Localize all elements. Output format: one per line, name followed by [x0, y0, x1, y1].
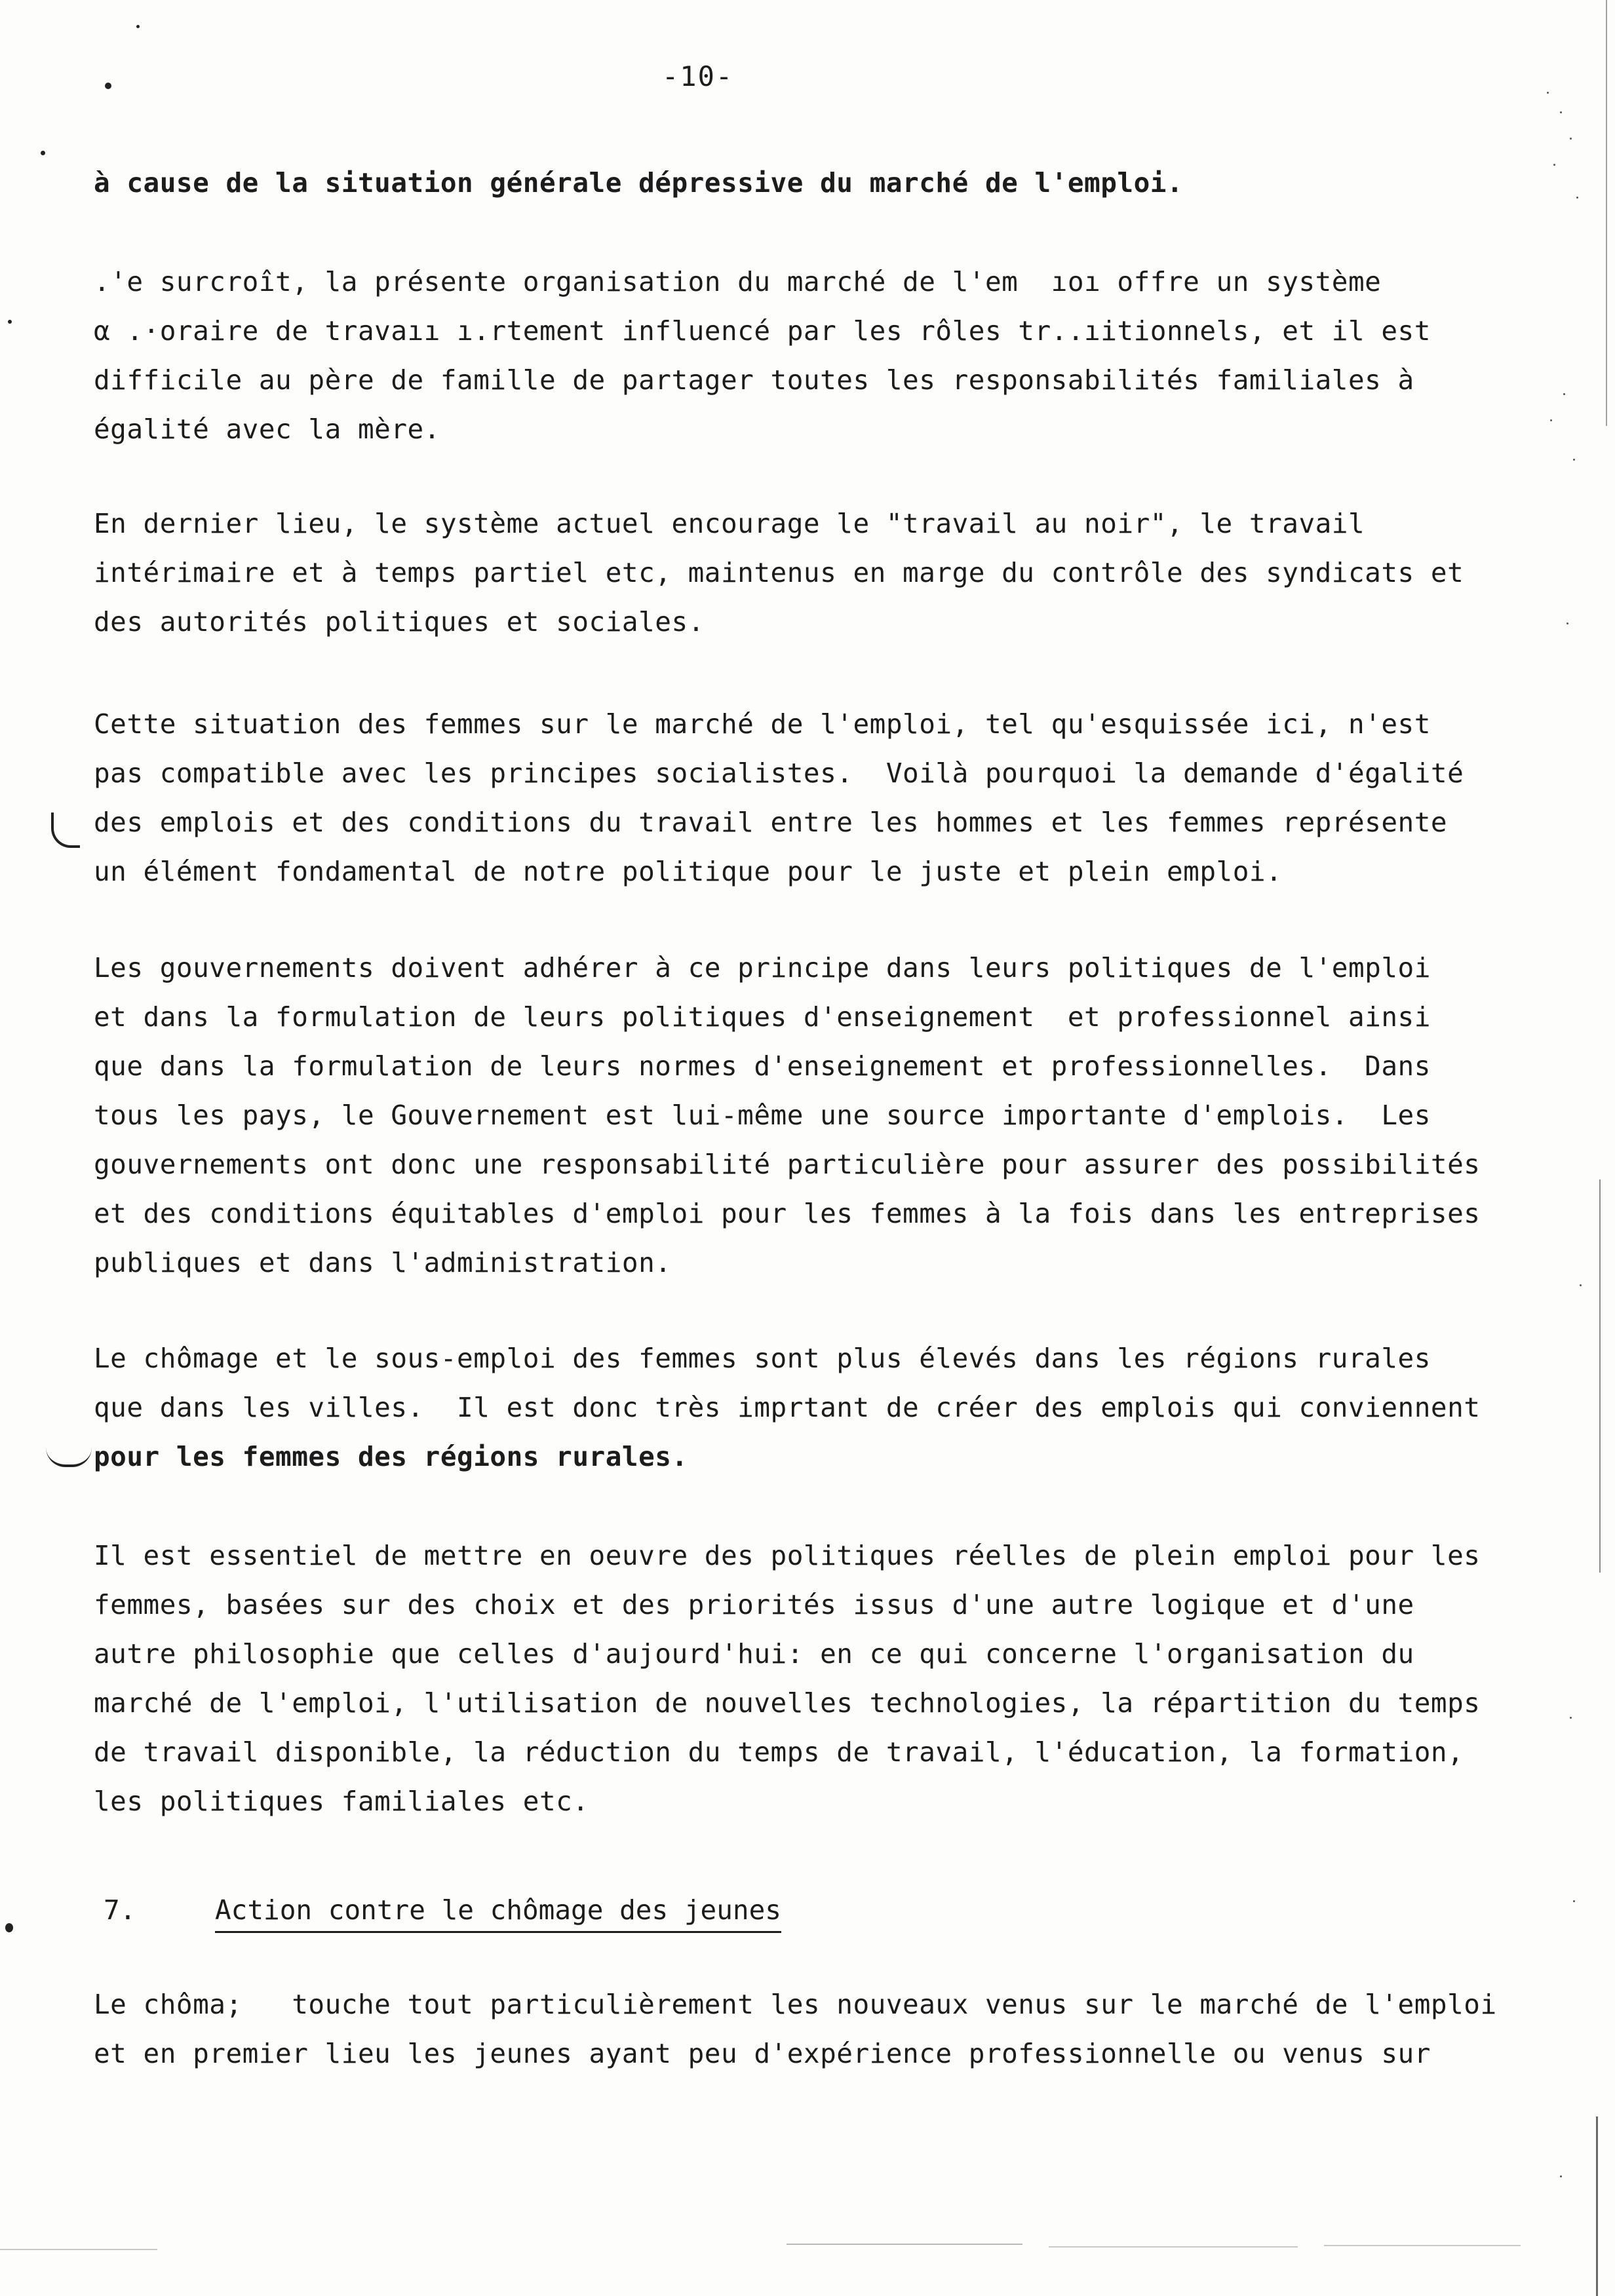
text-line: tous les pays, le Gouvernement est lui-même une source importante d'emplois. Les [94, 1100, 1431, 1131]
text-line: les politiques familiales etc. [94, 1786, 589, 1817]
scan-noise [1573, 459, 1575, 461]
text-line: .'e surcroît, la présente organisation du marché de l'em ıoı offre un système [94, 266, 1382, 297]
scan-edge-line [1606, 0, 1607, 426]
scan-noise [1566, 622, 1568, 624]
text-line: pour les femmes des régions rurales. [94, 1441, 688, 1472]
text-line: Le chôma; touche tout particulièrement les nouveaux venus sur le marché de l'emploi [94, 1989, 1497, 2020]
text-line: femmes, basées sur des choix et des priorités issus d'une autre logique et d'une [94, 1589, 1414, 1620]
scan-edge-line [1596, 2116, 1598, 2296]
margin-bracket-mark [51, 813, 80, 848]
text-line: de travail disponible, la réduction du temps de travail, l'éducation, la formation, [94, 1736, 1464, 1768]
text-line: intérimaire et à temps partiel etc, maintenus en marge du contrôle des syndicats et [94, 557, 1464, 588]
text-line: à cause de la situation générale dépressive du marché de l'emploi. [94, 167, 1184, 199]
text-line: marché de l'emploi, l'utilisation de nouvelles technologies, la répartition du temps [94, 1687, 1481, 1719]
paragraph [94, 159, 1405, 208]
text-line: et des conditions équitables d'emploi pour les femmes à la fois dans les entreprises [94, 1198, 1481, 1229]
scan-speck [105, 83, 111, 89]
text-line: et dans la formulation de leurs politiques d'enseignement et professionnel ainsi [94, 1001, 1431, 1033]
text-line: un élément fondamental de notre politique pour le juste et plein emploi. [94, 856, 1283, 887]
text-line: Il est essentiel de mettre en oeuvre des politiques réelles de plein emploi pour les [94, 1540, 1481, 1571]
scan-noise [1563, 393, 1565, 395]
scan-speck [136, 25, 140, 28]
text-line: En dernier lieu, le système actuel encourage le "travail au noir", le travail [94, 508, 1365, 539]
scan-noise [1570, 138, 1572, 140]
scan-noise [1580, 1284, 1582, 1286]
scan-edge-line [1599, 1179, 1601, 1573]
text-line: égalité avec la mère. [94, 413, 440, 445]
text-line: Cette situation des femmes sur le marché de l'emploi, tel qu'esquissée ici, n'est [94, 708, 1431, 740]
section-title: Action contre le chômage des jeunes [215, 1890, 781, 1933]
paragraph [94, 700, 1464, 896]
text-line: gouvernements ont donc une responsabilité particulière pour assurer des possibilités [94, 1149, 1481, 1180]
text-line: et en premier lieu les jeunes ayant peu d'expérience professionnelle ou venus sur [94, 2038, 1431, 2069]
section-number: 7. [104, 1894, 136, 1926]
scan-noise [1576, 197, 1578, 199]
text-line: que dans les villes. Il est donc très imprtant de créer des emplois qui conviennent [94, 1392, 1481, 1423]
scan-noise [1550, 419, 1552, 421]
scan-noise [1547, 92, 1549, 94]
text-line: autre philosophie que celles d'aujourd'hui: en ce qui concerne l'organisation du [94, 1638, 1414, 1670]
text-line: Les gouvernements doivent adhérer à ce principe dans leurs politiques de l'emploi [94, 952, 1431, 984]
paragraph [94, 499, 1464, 647]
scan-noise [1560, 111, 1562, 113]
text-line: publiques et dans l'administration. [94, 1247, 672, 1278]
paragraph [94, 1531, 1481, 1826]
paragraph [94, 1334, 1481, 1482]
text-line: que dans la formulation de leurs normes d'enseignement et professionnelles. Dans [94, 1050, 1431, 1082]
scan-noise [1553, 164, 1555, 166]
margin-bracket-mark [46, 1445, 92, 1467]
scan-footer-dash [787, 2244, 1022, 2245]
paragraph [94, 258, 1431, 454]
text-line: α .·oraire de travaıı ı.rtement influencé par les rôles tr..ıitionnels, et il est [94, 315, 1431, 347]
paragraph [94, 1980, 1497, 2078]
scan-footer-dash [1324, 2245, 1521, 2246]
page-number: -10- [662, 60, 734, 92]
scan-speck [41, 151, 45, 155]
text-line: Le chômage et le sous-emploi des femmes sont plus élevés dans les régions rurales [94, 1343, 1431, 1374]
paragraph [94, 944, 1481, 1288]
scan-noise [1570, 1717, 1572, 1719]
scan-speck [8, 320, 12, 324]
scan-speck [5, 1923, 13, 1932]
text-line: pas compatible avec les principes socialistes. Voilà pourquoi la demande d'égalité [94, 757, 1464, 789]
scan-footer-dash [0, 2249, 157, 2250]
scan-footer-dash [1049, 2246, 1298, 2248]
scan-noise [1573, 1900, 1575, 1902]
text-line: des autorités politiques et sociales. [94, 606, 705, 638]
text-line: des emplois et des conditions du travail entre les hommes et les femmes représente [94, 807, 1448, 838]
scan-noise [1560, 2175, 1562, 2177]
text-line: difficile au père de famille de partager toutes les responsabilités familiales à [94, 364, 1414, 396]
